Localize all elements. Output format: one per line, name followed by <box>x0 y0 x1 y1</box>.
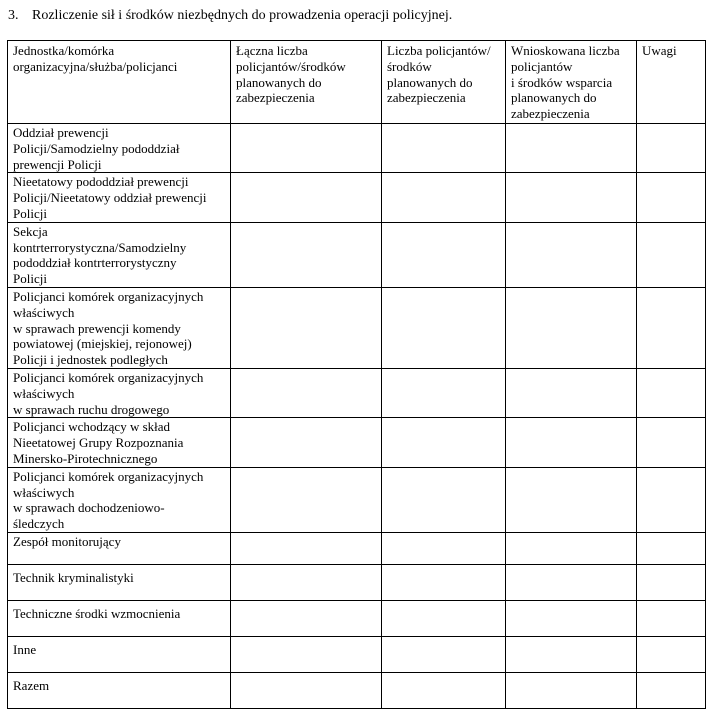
row-label: Razem <box>8 672 231 708</box>
cell-requested-support <box>506 467 637 532</box>
cell-total-planned <box>231 532 382 564</box>
cell-requested-support <box>506 418 637 467</box>
cell-total-planned <box>231 124 382 173</box>
column-header-planned: Liczba policjantów/ środków planowanych do zabezpieczenia <box>382 41 506 124</box>
table-row <box>8 124 706 173</box>
forces-resources-table <box>7 40 706 709</box>
column-header-total-planned: Łączna liczba policjantów/środków planowanych do zabezpieczenia <box>231 41 382 124</box>
cell-remarks <box>637 287 706 368</box>
column-header-remarks: Uwagi <box>637 41 706 124</box>
cell-total-planned <box>231 418 382 467</box>
cell-requested-support <box>506 368 637 417</box>
cell-remarks <box>637 564 706 600</box>
cell-requested-support <box>506 173 637 222</box>
cell-total-planned <box>231 368 382 417</box>
section-number: 3. <box>8 8 19 23</box>
cell-total-planned <box>231 564 382 600</box>
cell-planned <box>382 173 506 222</box>
cell-planned <box>382 222 506 287</box>
table-row <box>8 672 706 708</box>
cell-planned <box>382 287 506 368</box>
cell-requested-support <box>506 636 637 672</box>
table-row <box>8 564 706 600</box>
cell-remarks <box>637 532 706 564</box>
table-row <box>8 636 706 672</box>
column-header-unit: Jednostka/komórka organizacyjna/służba/policjanci <box>8 41 231 124</box>
cell-requested-support <box>506 124 637 173</box>
cell-remarks <box>637 124 706 173</box>
cell-total-planned <box>231 672 382 708</box>
cell-planned <box>382 532 506 564</box>
row-label: Technik kryminalistyki <box>8 564 231 600</box>
cell-total-planned <box>231 173 382 222</box>
cell-total-planned <box>231 222 382 287</box>
cell-planned <box>382 600 506 636</box>
cell-planned <box>382 564 506 600</box>
row-label: Policjanci wchodzący w skład Nieetatowej Grupy Rozpoznania Minersko-Pirotechnicznego <box>8 418 231 467</box>
cell-requested-support <box>506 287 637 368</box>
cell-requested-support <box>506 222 637 287</box>
row-label: Techniczne środki wzmocnienia <box>8 600 231 636</box>
table-row <box>8 418 706 467</box>
cell-requested-support <box>506 600 637 636</box>
column-header-requested-support: Wnioskowana liczba policjantów i środków wsparcia planowanych do zabezpieczenia <box>506 41 637 124</box>
row-label: Nieetatowy pododdział prewencji Policji/Nieetatowy oddział prewencji Policji <box>8 173 231 222</box>
row-label: Policjanci komórek organizacyjnych właściwych w sprawach ruchu drogowego <box>8 368 231 417</box>
table-row <box>8 222 706 287</box>
cell-remarks <box>637 418 706 467</box>
row-label: Policjanci komórek organizacyjnych właściwych w sprawach dochodzeniowo- śledczych <box>8 467 231 532</box>
row-label: Sekcja kontrterrorystyczna/Samodzielny pododdział kontrterrorystyczny Policji <box>8 222 231 287</box>
cell-remarks <box>637 672 706 708</box>
row-label: Inne <box>8 636 231 672</box>
cell-total-planned <box>231 600 382 636</box>
row-label: Zespół monitorujący <box>8 532 231 564</box>
cell-planned <box>382 672 506 708</box>
table-row <box>8 287 706 368</box>
cell-remarks <box>637 636 706 672</box>
table-row <box>8 532 706 564</box>
cell-total-planned <box>231 287 382 368</box>
table-row <box>8 173 706 222</box>
cell-remarks <box>637 368 706 417</box>
table-row <box>8 467 706 532</box>
section-title: Rozliczenie sił i środków niezbędnych do prowadzenia operacji policyjnej. <box>32 8 453 23</box>
cell-planned <box>382 418 506 467</box>
cell-requested-support <box>506 672 637 708</box>
table-row <box>8 600 706 636</box>
cell-planned <box>382 636 506 672</box>
cell-total-planned <box>231 467 382 532</box>
table-header-row <box>8 41 706 124</box>
row-label: Policjanci komórek organizacyjnych właściwych w sprawach prewencji komendy powiatowej (miejskiej, rejonowej) Policji i jednostek podległych <box>8 287 231 368</box>
section-heading <box>8 7 452 25</box>
cell-remarks <box>637 173 706 222</box>
cell-planned <box>382 467 506 532</box>
cell-requested-support <box>506 564 637 600</box>
cell-planned <box>382 124 506 173</box>
table-row <box>8 368 706 417</box>
row-label: Oddział prewencji Policji/Samodzielny pododdział prewencji Policji <box>8 124 231 173</box>
cell-total-planned <box>231 636 382 672</box>
cell-planned <box>382 368 506 417</box>
cell-remarks <box>637 467 706 532</box>
cell-remarks <box>637 222 706 287</box>
cell-requested-support <box>506 532 637 564</box>
cell-remarks <box>637 600 706 636</box>
